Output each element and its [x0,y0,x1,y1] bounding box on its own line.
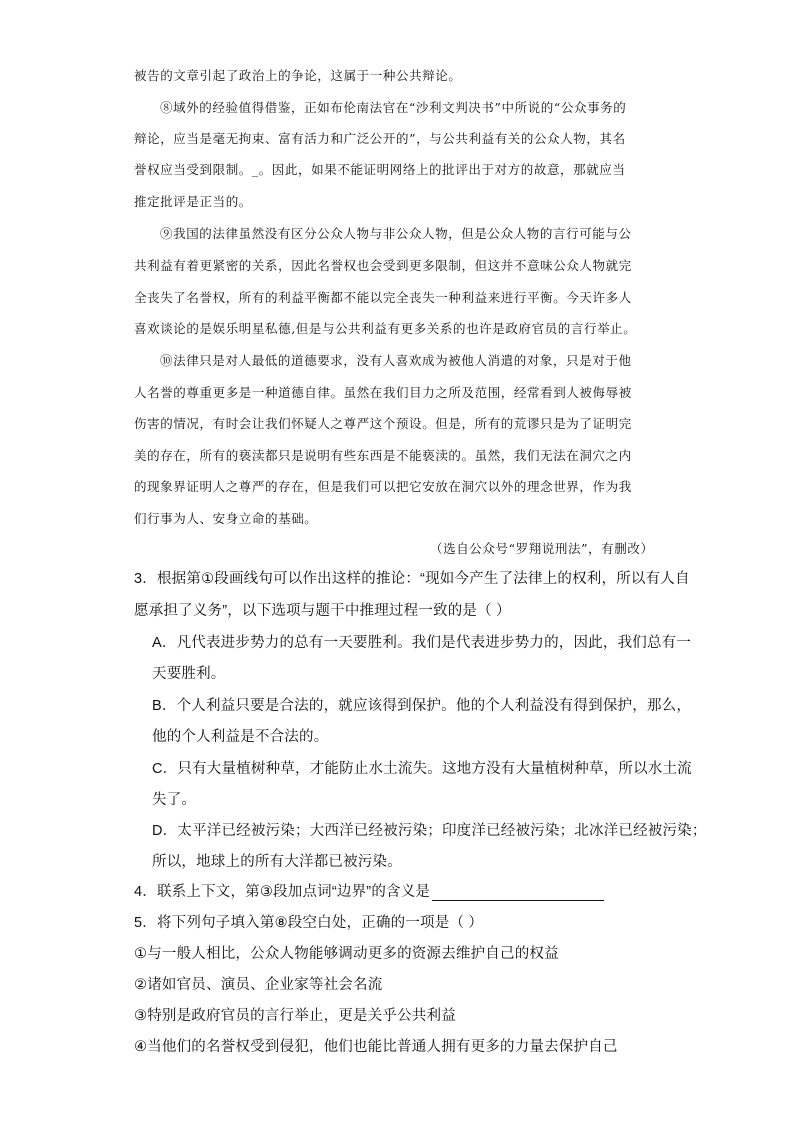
passage-line: 推定批评是正当的。 [134,194,252,209]
passage-line: 人名誉的尊重更多是一种道德自律。虽然在我们目力之所及范围，经常看到人被侮辱被 [134,385,632,400]
passage-line: 誉权应当受到限制。_。因此，如果不能证明网络上的批评出于对方的故意，那就应当 [134,162,626,177]
option-d: D．太平洋已经被污染；大西洋已经被污染；印度洋已经被污染；北冰洋已经被污染； [152,823,707,839]
question-5-stem: 5．将下列句子填入第⑧段空白处，正确的一项是（ ） [134,915,484,931]
option-c: 失了。 [152,792,197,808]
sentence-2: ②诸如官员、演员、企业家等社会名流 [134,977,383,993]
passage-line: ⑨我国的法律虽然没有区分公众人物与非公众人物，但是公众人物的言行可能与公 [160,226,632,241]
option-c: C．只有大量植树种草，才能防止水土流失。这地方没有大量植树种草，所以水土流 [152,761,692,777]
passage-line: 的现象界证明人之尊严的存在，但是我们可以把它安放在洞穴以外的理念世界，作为我 [134,479,632,494]
passage-line: 伤害的情况，有时会让我们怀疑人之尊严这个预设。但是，所有的荒谬只是为了证明完 [134,416,632,431]
sentence-4: ④当他们的名誉权受到侵犯，他们也能比普通人拥有更多的力量去保护自己 [134,1039,618,1055]
answer-blank[interactable] [432,886,604,901]
option-d: 所以，地球上的所有大洋都已被污染。 [152,854,402,870]
option-a: 天要胜利。 [152,666,226,682]
passage-source: （选自公众号“罗翔说刑法”，有删改） [430,541,654,556]
question-4 [134,880,604,901]
question-4-text: 4．联系上下文，第③段加点词“边界”的含义是 [134,884,431,900]
passage-line: 被告的文章引起了政治上的争论，这属于一种公共辩论。 [134,68,462,83]
passage-line: 全丧失了名誉权，所有的利益平衡都不能以完全丧失一种利益来进行平衡。今天许多人 [134,290,632,305]
passage-line: ⑩法律只是对人最低的道德要求，没有人喜欢成为被他人消遣的对象，只是对于他 [160,353,632,368]
option-b: 他的个人利益是不合法的。 [152,729,329,745]
passage-line: 们行事为人、安身立命的基础。 [134,511,318,526]
question-3-stem: 3．根据第①段画线句可以作出这样的推论：“现如今产生了法律上的权利，所以有人自 [134,571,690,587]
sentence-3: ③特别是政府官员的言行举止，更是关乎公共利益 [134,1008,456,1024]
passage-line: 共利益有着更紧密的关系，因此名誉权也会受到更多限制，但这并不意味公众人物就完 [134,258,632,273]
sentence-1: ①与一般人相比，公众人物能够调动更多的资源去维护自己的权益 [134,946,559,962]
passage-line: ⑧域外的经验值得借鉴，正如布伦南法官在“沙利文判决书”中所说的“公众事务的 [160,100,627,115]
passage-line: 美的存在，所有的亵渎都只是说明有些东西是不能亵渎的。虽然，我们无法在洞穴之内 [134,448,632,463]
option-b: B．个人利益只要是合法的，就应该得到保护。他的个人利益没有得到保护，那么， [152,698,692,714]
option-a: A．凡代表进步势力的总有一天要胜利。我们是代表进步势力的，因此，我们总有一 [152,635,692,651]
question-3-stem: 愿承担了义务”，以下选项与题干中推理过程一致的是（ ） [134,603,511,619]
passage-line: 喜欢谈论的是娱乐明星私德,但是与公共利益有更多关系的也许是政府官员的言行举止。 [134,321,637,336]
passage-line: 辩论，应当是毫无拘束、富有活力和广泛公开的”，与公共利益有关的公众人物，其名 [134,131,626,146]
